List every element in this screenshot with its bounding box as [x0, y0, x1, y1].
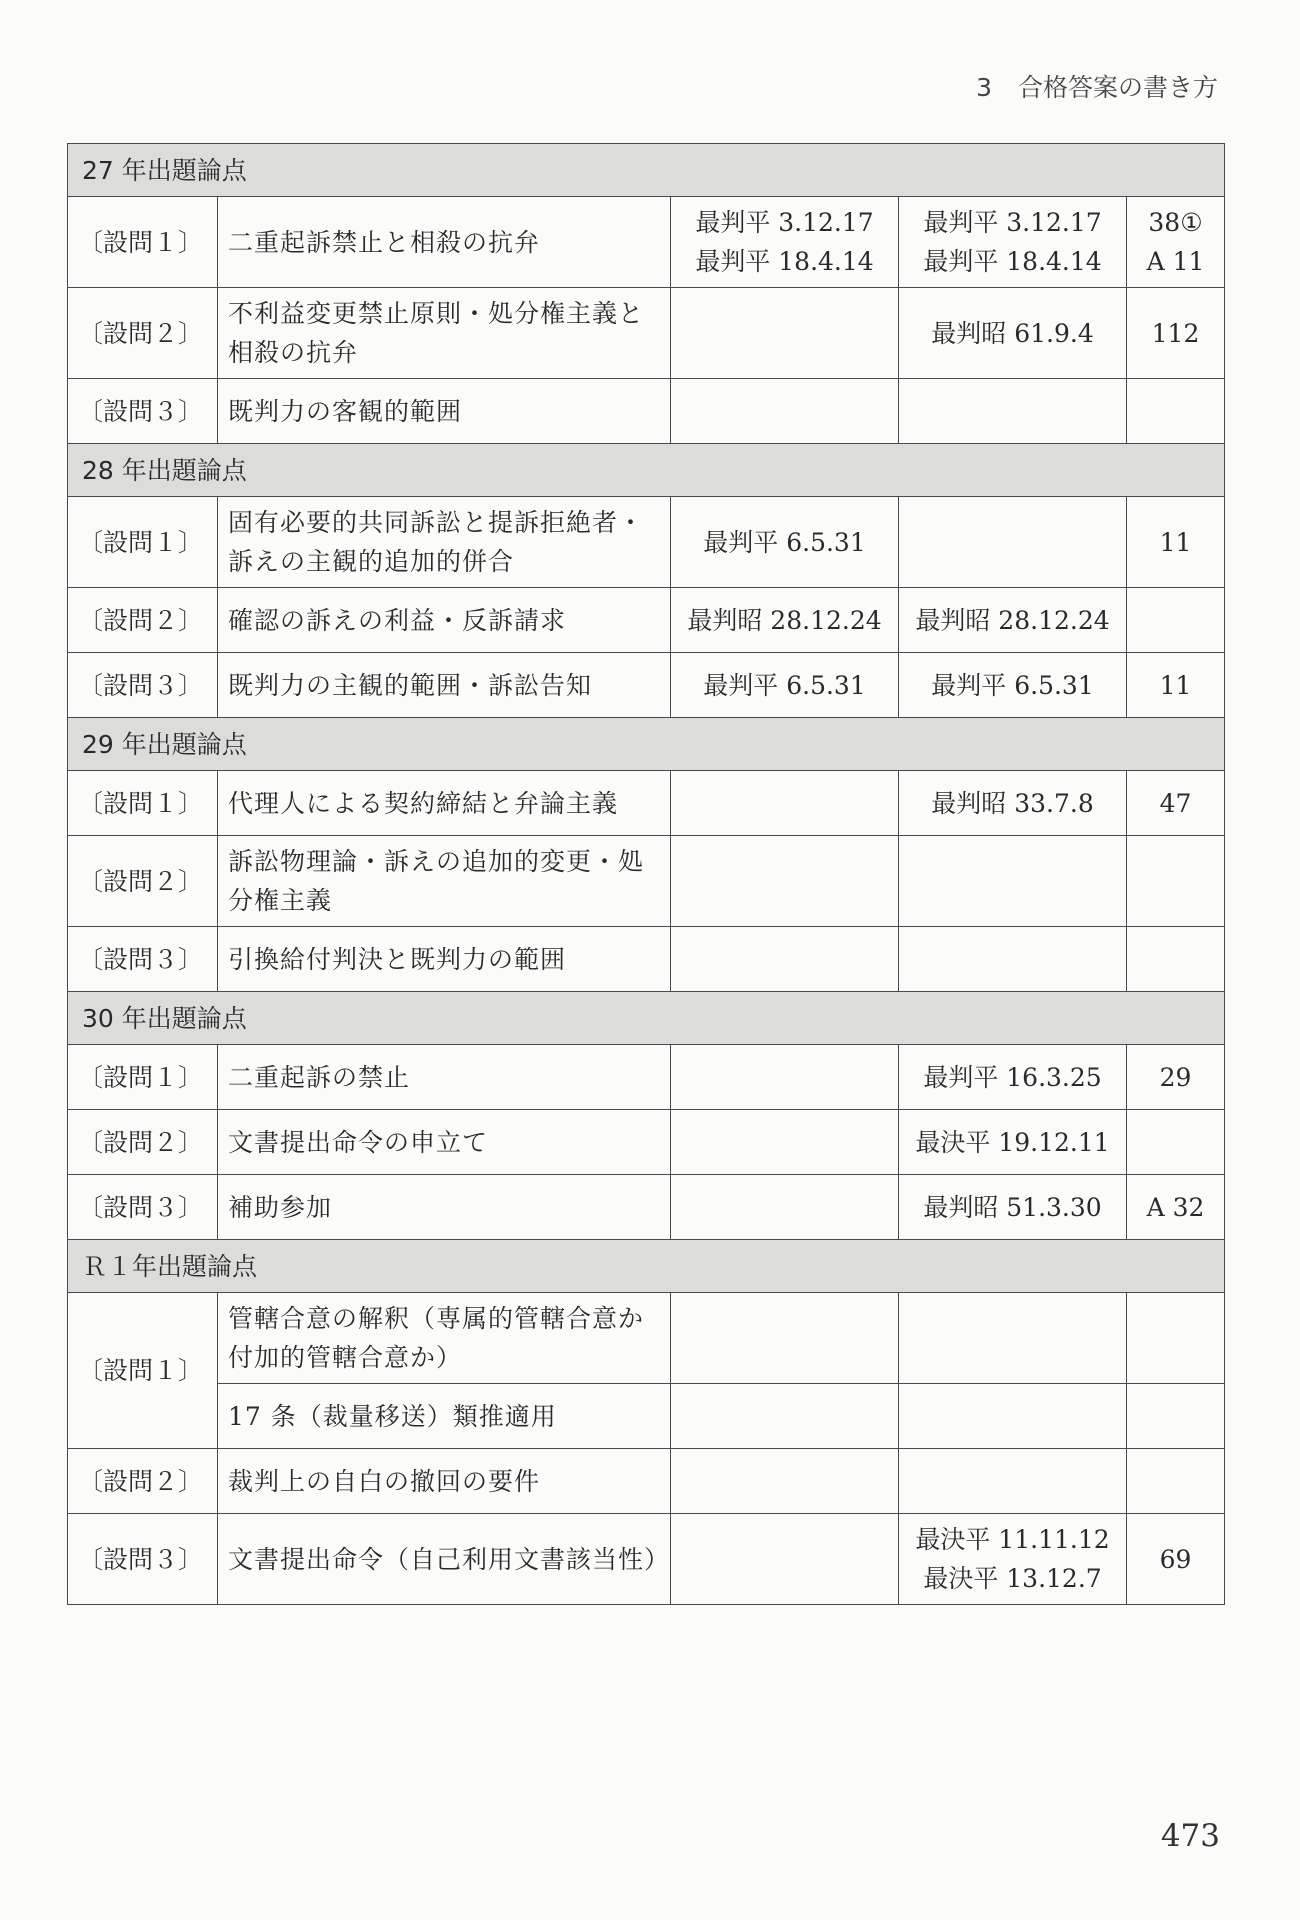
- case-citation-b: [899, 1449, 1127, 1514]
- case-citation-a: [671, 1384, 899, 1449]
- issue-topic: 固有必要的共同訴訟と提訴拒絶者・訴えの主観的追加的併合: [218, 497, 671, 588]
- question-label: 〔設問３〕: [68, 1514, 218, 1605]
- chapter-number: 3: [976, 73, 992, 102]
- question-label: 〔設問２〕: [68, 588, 218, 653]
- case-citation-a: 最判平 6.5.31: [671, 653, 899, 718]
- question-label: 〔設問２〕: [68, 288, 218, 379]
- section-header: [68, 718, 1225, 771]
- reference-number: 11: [1127, 497, 1225, 588]
- section-title: Ｒ１年出題論点: [68, 1240, 1225, 1293]
- reference-number: 47: [1127, 771, 1225, 836]
- case-citation-a: [671, 379, 899, 444]
- issue-topic: 確認の訴えの利益・反訴請求: [218, 588, 671, 653]
- reference-number: [1127, 836, 1225, 927]
- case-citation-a: [671, 1110, 899, 1175]
- reference-number: [1127, 1110, 1225, 1175]
- question-label: 〔設問１〕: [68, 197, 218, 288]
- case-citation-b: 最決平 11.11.12 最決平 13.12.7: [899, 1514, 1127, 1605]
- table-row: [68, 1175, 1225, 1240]
- section-title: 28 年出題論点: [68, 444, 1225, 497]
- issue-topic: 不利益変更禁止原則・処分権主義と相殺の抗弁: [218, 288, 671, 379]
- section-header: [68, 144, 1225, 197]
- question-label: 〔設問３〕: [68, 653, 218, 718]
- reference-number: A 32: [1127, 1175, 1225, 1240]
- case-citation-b: [899, 927, 1127, 992]
- case-citation-a: [671, 771, 899, 836]
- reference-number: 38① A 11: [1127, 197, 1225, 288]
- question-label: 〔設問３〕: [68, 1175, 218, 1240]
- issue-topic: 二重起訴禁止と相殺の抗弁: [218, 197, 671, 288]
- issue-topic: 既判力の客観的範囲: [218, 379, 671, 444]
- section-header: [68, 1240, 1225, 1293]
- issue-topic: 既判力の主観的範囲・訴訟告知: [218, 653, 671, 718]
- reference-number: [1127, 379, 1225, 444]
- issue-topic: 文書提出命令（自己利用文書該当性）: [218, 1514, 671, 1605]
- question-label: 〔設問１〕: [68, 1045, 218, 1110]
- table-row: [68, 1110, 1225, 1175]
- section-title: 29 年出題論点: [68, 718, 1225, 771]
- case-citation-a: [671, 1045, 899, 1110]
- reference-number: [1127, 1293, 1225, 1384]
- issue-topic: 17 条（裁量移送）類推適用: [218, 1384, 671, 1449]
- table-row: [68, 379, 1225, 444]
- case-citation-b: 最判昭 28.12.24: [899, 588, 1127, 653]
- reference-number: 29: [1127, 1045, 1225, 1110]
- section-header: [68, 992, 1225, 1045]
- case-citation-a: [671, 1293, 899, 1384]
- reference-number: [1127, 1449, 1225, 1514]
- issue-topic: 裁判上の自白の撤回の要件: [218, 1449, 671, 1514]
- issue-topic: 文書提出命令の申立て: [218, 1110, 671, 1175]
- table-row: [68, 288, 1225, 379]
- reference-number: 11: [1127, 653, 1225, 718]
- section-title: 27 年出題論点: [68, 144, 1225, 197]
- table-row: [68, 1384, 1225, 1449]
- reference-number: [1127, 1384, 1225, 1449]
- table-row: [68, 653, 1225, 718]
- table-row: [68, 588, 1225, 653]
- case-citation-a: 最判平 6.5.31: [671, 497, 899, 588]
- running-head: [976, 68, 1218, 104]
- page-number: 473: [1160, 1818, 1220, 1854]
- question-label: 〔設問２〕: [68, 1110, 218, 1175]
- question-label: 〔設問２〕: [68, 1449, 218, 1514]
- table-row: [68, 1293, 1225, 1384]
- table-body: [68, 144, 1225, 1605]
- table-row: [68, 1449, 1225, 1514]
- case-citation-a: [671, 1449, 899, 1514]
- case-citation-a: [671, 288, 899, 379]
- question-label: 〔設問２〕: [68, 836, 218, 927]
- table-row: [68, 497, 1225, 588]
- issue-topic: 補助参加: [218, 1175, 671, 1240]
- case-citation-b: 最判昭 51.3.30: [899, 1175, 1127, 1240]
- table-row: [68, 771, 1225, 836]
- issue-topic: 引換給付判決と既判力の範囲: [218, 927, 671, 992]
- table-row: [68, 836, 1225, 927]
- case-citation-b: 最判平 16.3.25: [899, 1045, 1127, 1110]
- case-citation-b: [899, 1293, 1127, 1384]
- case-citation-b: [899, 1384, 1127, 1449]
- question-label: 〔設問１〕: [68, 497, 218, 588]
- issue-topic: 訴訟物理論・訴えの追加的変更・処分権主義: [218, 836, 671, 927]
- reference-number: [1127, 927, 1225, 992]
- table-row: [68, 197, 1225, 288]
- exam-topics-table: [67, 143, 1225, 1605]
- case-citation-a: 最判昭 28.12.24: [671, 588, 899, 653]
- question-label: 〔設問３〕: [68, 379, 218, 444]
- reference-number: 69: [1127, 1514, 1225, 1605]
- issue-topic: 管轄合意の解釈（専属的管轄合意か付加的管轄合意か）: [218, 1293, 671, 1384]
- case-citation-b: 最判平 3.12.17 最判平 18.4.14: [899, 197, 1127, 288]
- case-citation-b: [899, 497, 1127, 588]
- table-row: [68, 927, 1225, 992]
- case-citation-b: 最判昭 33.7.8: [899, 771, 1127, 836]
- case-citation-b: 最決平 19.12.11: [899, 1110, 1127, 1175]
- section-header: [68, 444, 1225, 497]
- question-label: 〔設問３〕: [68, 927, 218, 992]
- case-citation-b: [899, 836, 1127, 927]
- case-citation-b: [899, 379, 1127, 444]
- chapter-title: 合格答案の書き方: [1017, 73, 1218, 102]
- case-citation-a: [671, 1514, 899, 1605]
- reference-number: 112: [1127, 288, 1225, 379]
- question-label: 〔設問１〕: [68, 1293, 218, 1449]
- issue-topic: 二重起訴の禁止: [218, 1045, 671, 1110]
- case-citation-a: 最判平 3.12.17 最判平 18.4.14: [671, 197, 899, 288]
- section-title: 30 年出題論点: [68, 992, 1225, 1045]
- reference-number: [1127, 588, 1225, 653]
- table-row: [68, 1514, 1225, 1605]
- case-citation-b: 最判昭 61.9.4: [899, 288, 1127, 379]
- question-label: 〔設問１〕: [68, 771, 218, 836]
- case-citation-a: [671, 927, 899, 992]
- table-row: [68, 1045, 1225, 1110]
- case-citation-b: 最判平 6.5.31: [899, 653, 1127, 718]
- issue-topic: 代理人による契約締結と弁論主義: [218, 771, 671, 836]
- case-citation-a: [671, 836, 899, 927]
- case-citation-a: [671, 1175, 899, 1240]
